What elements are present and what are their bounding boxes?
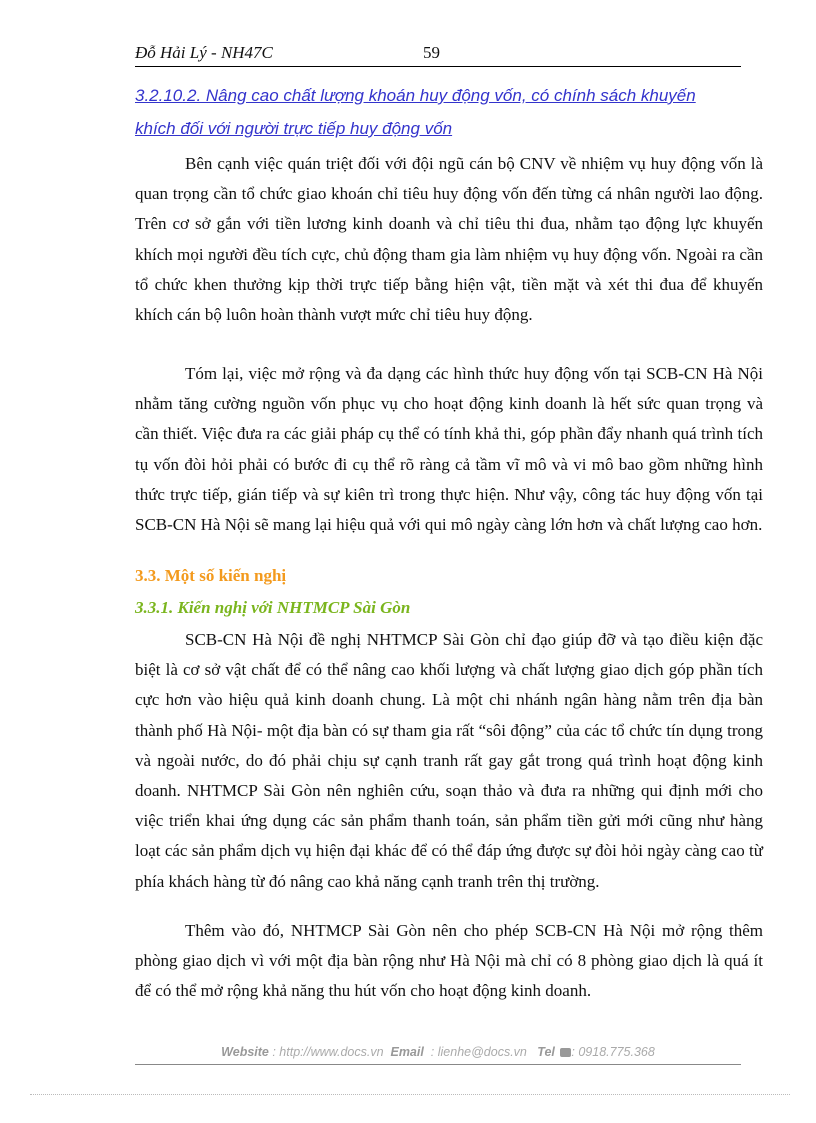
footer-divider xyxy=(135,1064,741,1065)
subsection-heading-line-1[interactable]: 3.2.10.2. Nâng cao chất lượng khoán huy động vốn, có chính sách khuyến xyxy=(135,86,696,105)
page-footer xyxy=(135,1045,741,1059)
section-heading-3-3: 3.3. Một số kiến nghị xyxy=(135,566,287,585)
subsection-heading-line-2[interactable]: khích đối với người trực tiếp huy động vốn xyxy=(135,119,453,138)
paragraph-4: Thêm vào đó, NHTMCP Sài Gòn nên cho phép SCB-CN Hà Nội mở rộng thêm phòng giao dịch vì với một địa bàn rộng như Hà Nội mà chỉ có 8 phòng giao dịch là quá ít để có thể mở rộng khả năng thu hút vốn cho hoạt động kinh doanh. xyxy=(135,921,763,1001)
page-header xyxy=(135,42,741,67)
paragraph-2: Tóm lại, việc mở rộng và đa dạng các hình thức huy động vốn tại SCB-CN Hà Nội nhằm tăng cường nguồn vốn phục vụ cho hoạt động kinh doanh là hết sức quan trọng và cần thiết. Việc đưa ra các giải pháp cụ thể có tính khả thi, góp phần đẩy nhanh quá trình tích tụ vốn đòi hỏi phải có bước đi cụ thể rõ ràng cả tầm vĩ mô và vi mô bao gồm những hình thức trực tiếp, gián tiếp và sự kiên trì trong thực hiện. Như vậy, công tác huy động vốn tại SCB-CN Hà Nội sẽ mang lại hiệu quả với qui mô ngày càng lớn hơn và chất lượng cao hơn. xyxy=(135,364,763,535)
paragraph-3: SCB-CN Hà Nội đề nghị NHTMCP Sài Gòn chỉ đạo giúp đỡ và tạo điều kiện đặc biệt là cơ sở vật chất để có thể nâng cao khối lượng và chất lượng giao dịch góp phần tích cực hơn vào hiệu quả kinh doanh chung. Là một chi nhánh ngân hàng nằm trên địa bàn thành phố Hà Nội- một địa bàn có sự tham gia rất “sôi động” của các tổ chức tín dụng trong và ngoài nước, do đó phải chịu sự cạnh tranh rất gay gắt trong quá trình hoạt động kinh doanh. NHTMCP Sài Gòn nên nghiên cứu, soạn thảo và đưa ra những qui định mới cho việc triển khai ứng dụng các sản phẩm thanh toán, sản phẩm tiền gửi mới cũng như hàng loạt các sản phẩm dịch vụ hiện đại khác để có thể đáp ứng được sự đòi hỏi ngày càng cao từ phía khách hàng từ đó nâng cao khả năng cạnh tranh trên thị trường. xyxy=(135,630,763,891)
footer-website-label: Website xyxy=(221,1045,269,1059)
header-author: Đỗ Hải Lý - NH47C xyxy=(135,43,273,62)
footer-website[interactable]: : http://www.docs.vn xyxy=(272,1045,384,1059)
footer-email-label: Email xyxy=(390,1045,424,1059)
section-heading-3-3-1: 3.3.1. Kiến nghị với NHTMCP Sài Gòn xyxy=(135,598,411,617)
page-number: 59 xyxy=(423,43,440,62)
footer-tel: : 0918.775.368 xyxy=(571,1045,655,1059)
phone-icon xyxy=(560,1048,571,1057)
paragraph-1: Bên cạnh việc quán triệt đối với đội ngũ cán bộ CNV về nhiệm vụ huy động vốn là quan trọng cần tổ chức giao khoán chỉ tiêu huy động vốn đến từng cá nhân người lao động. Trên cơ sở gắn với tiền lương kinh doanh và chỉ tiêu thi đua, nhằm tạo động lực khuyến khích mọi người đều tích cực, chủ động tham gia làm nhiệm vụ huy động vốn. Ngoài ra cần tổ chức khen thưởng kịp thời trực tiếp bằng hiện vật, tiền mặt và xét thi đua để khuyến khích cán bộ luôn hoàn thành vượt mức chỉ tiêu huy động. xyxy=(135,154,763,325)
page-boundary xyxy=(30,1094,790,1095)
footer-tel-label: Tel xyxy=(537,1045,555,1059)
footer-email[interactable]: : lienhe@docs.vn xyxy=(430,1045,527,1059)
